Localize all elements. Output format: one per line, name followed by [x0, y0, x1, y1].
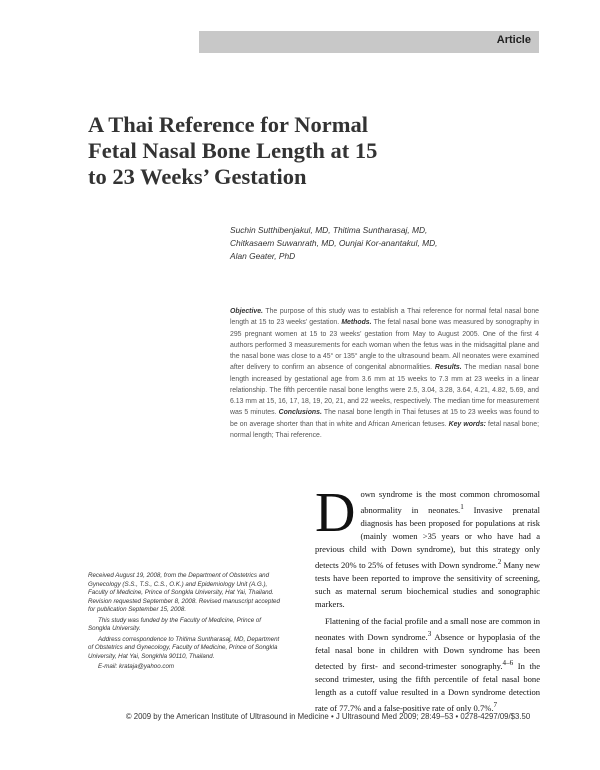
correspondence-note: Address correspondence to Thitima Suntharasaj, MD, Department of Obstetrics and Gynecology, Faculty of Medicine, Prince of Songkla University, Hat Yai, Songkhla 90110, Thailand.: [88, 635, 280, 660]
reference-superscript: 4–6: [502, 658, 514, 667]
body-p1-text: own syndrome is the most common chromosomal abnormality in neonates.: [360, 489, 540, 515]
abstract-conclusions-text: The nasal bone length in Thai fetuses at 15 to 23 weeks was found to be on average shorter than that in white and African American fetuses.: [230, 409, 540, 428]
abstract-objective-text: The purpose of this study was to establish a Thai reference for normal fetal nasal bone length at 15 to 23 weeks’ gestation.: [230, 308, 539, 327]
abstract-objective-label: Objective.: [230, 308, 263, 315]
page-footer: © 2009 by the American Institute of Ultrasound in Medicine • J Ultrasound Med 2009; 28:49–53 • 0278-4297/09/$3.50: [125, 712, 531, 721]
title-line: to 23 Weeks’ Gestation: [88, 164, 307, 189]
author-line: Chitkasaem Suwanrath, MD, Ounjai Kor-anantakul, MD,: [230, 237, 438, 248]
abstract-conclusions-label: Conclusions.: [278, 409, 322, 417]
body-p2-text-2: Absence or hypoplasia of the fetal nasal bone in children with Down syndrome has been detected by first- and second-trimester sonography.: [315, 631, 540, 671]
title-line: Fetal Nasal Bone Length at 15: [88, 138, 378, 163]
title-line: A Thai Reference for Normal: [88, 112, 368, 137]
reference-superscript: 7: [493, 700, 498, 709]
received-note: Received August 19, 2008, from the Department of Obstetrics and Gynecology (S.S., T.S., C.S., O.K.) and Epidemiology Unit (A.G.), Faculty of Medicine, Prince of Songkla University, Hat Yai, Thailand. Revision requested September 8, 2008. Revised manuscript accepted for publication September 15, 2008.: [88, 572, 280, 613]
article-title: [88, 112, 518, 190]
article-type-band: [199, 31, 539, 53]
body-paragraph-2: [315, 615, 540, 715]
body-p2-text: Flattening of the facial profile and a small nose are common in neonates with Down syndrome.: [315, 615, 540, 642]
author-list: [230, 224, 550, 262]
abstract: [230, 306, 539, 441]
email-note: E-mail: krataja@yahoo.com: [98, 663, 175, 670]
body-paragraph-1: [315, 482, 540, 612]
abstract-keywords-text: fetal nasal bone; normal length; Thai reference.: [230, 420, 539, 439]
abstract-methods-label: Methods.: [341, 319, 372, 327]
author-line: Alan Geater, PhD: [230, 250, 296, 261]
drop-cap: D: [315, 482, 356, 544]
abstract-keywords-label: Key words:: [448, 420, 486, 428]
body-text: [315, 482, 540, 715]
body-p1-text-3: Many new tests have been reported to improve the sensitivity of screening, such as maternal serum biochemical studies and sonographic markers.: [315, 560, 540, 610]
reference-superscript: 1: [460, 503, 464, 512]
author-line: Suchin Sutthibenjakul, MD, Thitima Suntharasaj, MD,: [230, 225, 428, 235]
reference-superscript: 2: [497, 558, 502, 567]
abstract-methods-text: The fetal nasal bone was measured by sonography in 295 pregnant women at 15 to 23 weeks’ gestation from May to August 2005. One of the first 4 authors performed 3 measurements for each woman when the fetus was in the midsagittal plane and the nasal bone was close to a 45° or 135° angle to the ultrasound beam. All neonates were examined after delivery to confirm an absence of congenital abnormalities.: [230, 319, 539, 372]
body-p2-text-3: In the second trimester, using the fifth percentile of fetal nasal bone length as a cutoff value resulted in a Down syndrome detection rate of 77.7% and a false-positive rate of only 0.7%.: [315, 660, 540, 713]
body-p1-text-2: Invasive prenatal diagnosis has been proposed for populations at risk (mainly women >35 years or who have had a previous child with Down syndrome), but this strategy only detects 20% to 25% of fetuses with Down syndrome.: [315, 504, 540, 571]
reference-superscript: 3: [427, 629, 432, 638]
funding-note: This study was funded by the Faculty of Medicine, Prince of Songkla University.: [88, 616, 262, 632]
abstract-results-text: The median nasal bone length increased by gestational age from 3.6 mm at 15 weeks to 7.3 mm at 23 weeks in a linear relationship. The fifth percentile nasal bone lengths were 2.5, 3.04, 3.28, 3.64, 4.21, 4.82, 5.69, and 6.13 mm at 15, 16, 17, 18, 19, 20, 21, and 22 weeks, respectively. The median time for measurement was 5 minutes.: [230, 364, 540, 417]
article-info-sidebar: [88, 572, 284, 674]
abstract-results-label: Results.: [434, 364, 462, 372]
article-type-label: Article: [496, 34, 531, 46]
